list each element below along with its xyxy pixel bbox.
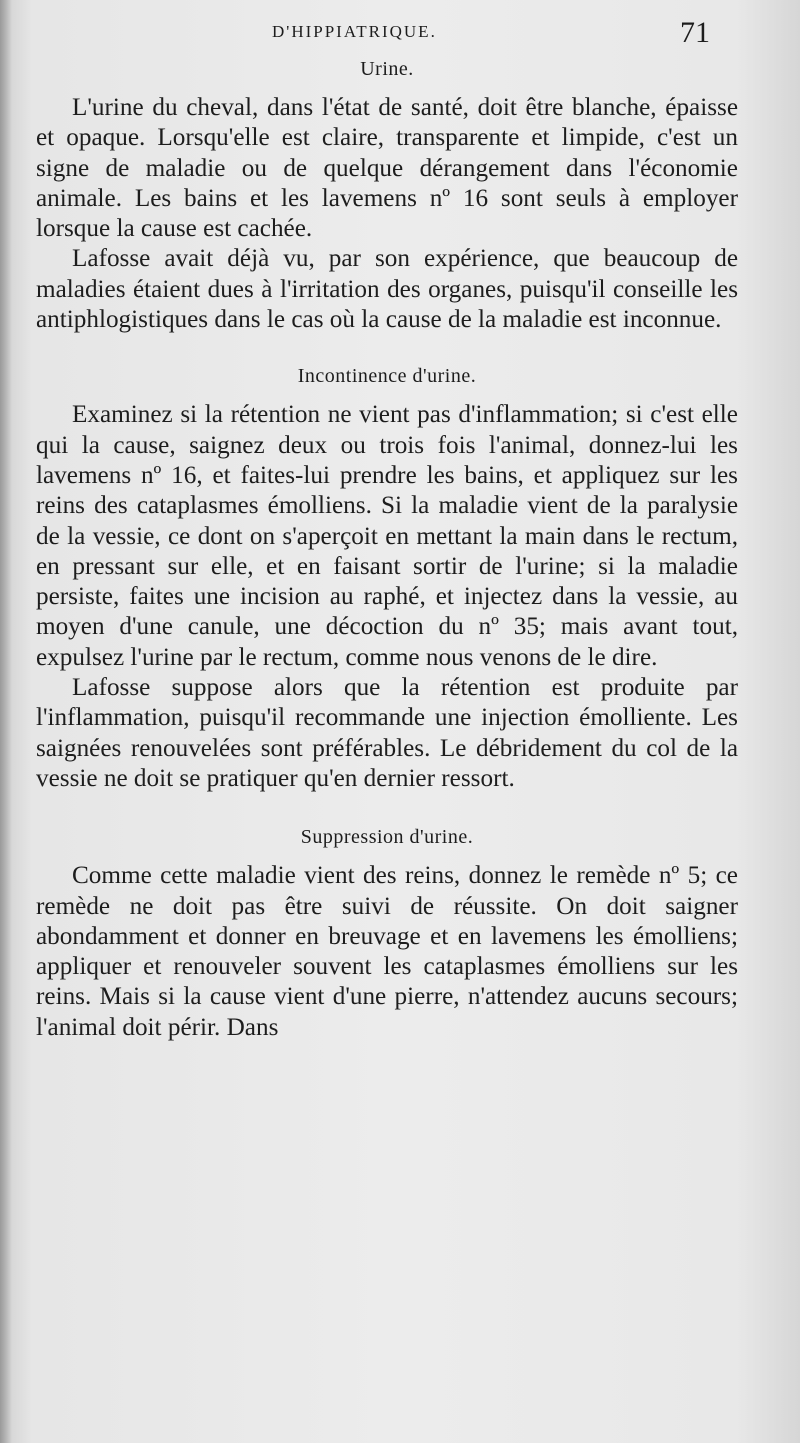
paragraph: Comme cette maladie vient des reins, donnez le remède nº 5; ce remède ne doit pas être suivi de réussite. On doit saigner abondamment et donner en breuvage et en lavemens les émolliens; appliquer et renouveler souvent les cataplasmes émolliens sur les reins. Mais si la cause vient d'une pierre, n'attendez aucuns secours; l'animal doit périr. Dans: [36, 862, 738, 1041]
paragraph: Examinez si la rétention ne vient pas d'inflammation; si c'est elle qui la cause, saignez deux ou trois fois l'animal, donnez-lui les lavemens nº 16, et faites-lui prendre les bains, et appliquez sur les reins des cataplasmes émolliens. Si la maladie vient de la paralysie de la vessie, ce dont on s'aperçoit en mettant la main dans le rectum, en pressant sur elle, et en faisant sortir de l'urine; si la maladie persiste, faites une incision au raphé, et injectez dans la vessie, au moyen d'une canule, une décoction du nº 35; mais avant tout, expulsez l'urine par le rectum, comme nous venons de le dire.: [36, 401, 738, 671]
running-title: D'HIPPIATRIQUE.: [272, 22, 437, 41]
paragraph: Lafosse suppose alors que la rétention est produite par l'inflammation, puisqu'il recommande une injection émolliente. Les saignées renouvelées sont préférables. Le débridement du col de la vessie ne doit se pratiquer qu'en dernier ressort.: [36, 674, 738, 792]
running-head: [0, 16, 800, 56]
paragraph: L'urine du cheval, dans l'état de santé, doit être blanche, épaisse et opaque. Lorsqu'elle est claire, transparente et limpide, c'est un signe de maladie ou de quelque dérangement dans l'économie animale. Les bains et les lavemens nº 16 sont seuls à employer lorsque la cause est cachée.: [36, 94, 738, 243]
section-title-incontinence: Incontinence d'urine.: [297, 365, 477, 388]
section-title-urine: Urine.: [360, 58, 414, 80]
binding-shadow: [0, 0, 12, 1443]
section-title-suppression: Suppression d'urine.: [300, 826, 474, 849]
page-number: 71: [680, 16, 710, 49]
page-body: [36, 58, 738, 1043]
paragraph: Lafosse avait déjà vu, par son expérience, que beaucoup de maladies étaient dues à l'irritation des organes, puisqu'il conseille les antiphlogistiques dans le cas où la cause de la maladie est inconnue.: [36, 245, 738, 334]
